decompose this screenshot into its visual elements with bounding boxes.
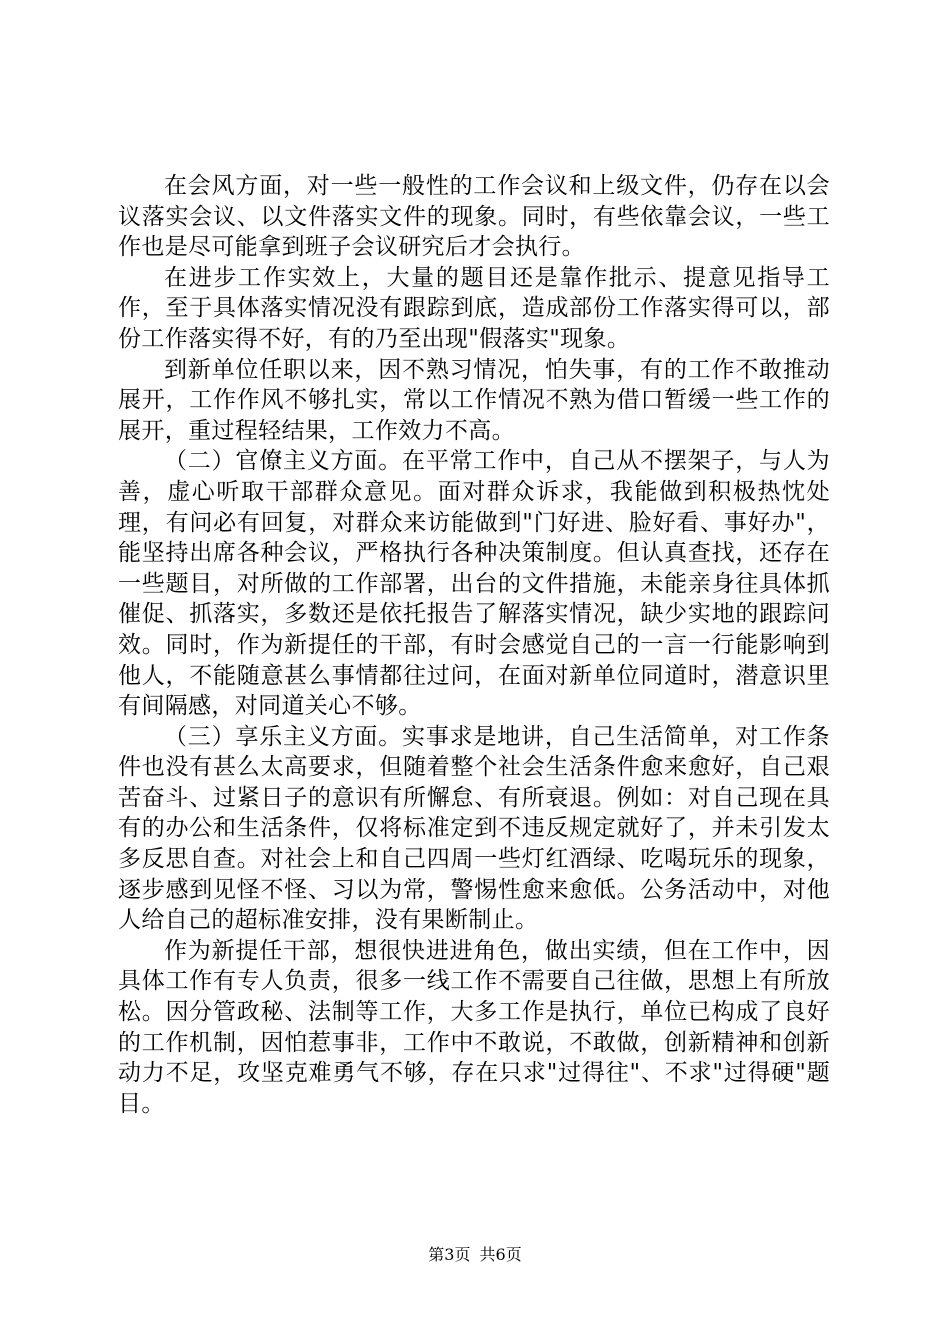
page-total: 共6页: [479, 1245, 522, 1264]
paragraph-work-effectiveness: 在进步工作实效上，大量的题目还是靠作批示、提意见指导工作，至于具体落实情况没有跟踪到底，造成部份工作落实得可以，部份工作落实得不好，有的乃至出现"假落实"现象。: [118, 264, 830, 352]
paragraph-meeting-style: 在会风方面，对一些一般性的工作会议和上级文件，仍存在以会议落实会议、以文件落实文件的现象。同时，有些依靠会议，一些工作也是尽可能拿到班子会议研究后才会执行。: [118, 173, 830, 261]
paragraph-bureaucratism: （二）官僚主义方面。在平常工作中，自己从不摆架子，与人为善，虚心听取干部群众意见。面对群众诉求，我能做到积极热忱处理，有问必有回复，对群众来访能做到"门好进、脸好看、事好办"，能坚持出席各种会议，严格执行各种决策制度。但认真查找，还存在一些题目，对所做的工作部署，出台的文件措施，未能亲身往具体抓催促、抓落实，多数还是依托报告了解落实情况，缺少实地的跟踪问效。同时，作为新提任的干部，有时会感觉自己的一言一行能影响到他人，不能随意甚么事情都往过问，在面对新单位同道时，潜意识里有间隔感，对同道关心不够。: [118, 448, 830, 720]
paragraph-new-post: 到新单位任职以来，因不熟习情况，怕失事，有的工作不敢推动展开，工作作风不够扎实，常以工作情况不熟为借口暂缓一些工作的展开，重过程轻结果，工作效力不高。: [118, 356, 830, 444]
document-body: [118, 171, 830, 1119]
paragraph-hedonism: （三）享乐主义方面。实事求是地讲，自己生活简单，对工作条件也没有甚么太高要求，但随着整个社会生活条件愈来愈好，自己艰苦奋斗、过紧日子的意识有所懈怠、有所衰退。例如：对自己现在具有的办公和生活条件，仅将标准定到不违反规定就好了，并未引发太多反思自查。对社会上和自己四周一些灯红酒绿、吃喝玩乐的现象，逐步感到见怪不怪、习以为常，警惕性愈来愈低。公务活动中，对他人给自己的超标准安排，没有果断制止。: [118, 723, 830, 934]
paragraph-new-cadre: 作为新提任干部，想很快进进角色，做出实绩，但在工作中，因具体工作有专人负责，很多一线工作不需要自己往做，思想上有所放松。因分管政秘、法制等工作，大多工作是执行，单位已构成了良好的工作机制，因怕惹事非，工作中不敢说，不敢做，创新精神和创新动力不足，攻坚克难勇气不够，存在只求"过得往"、不求"过得硬"题目。: [118, 937, 830, 1117]
page-footer: [0, 1242, 950, 1265]
page-number: 第3页: [428, 1245, 471, 1264]
